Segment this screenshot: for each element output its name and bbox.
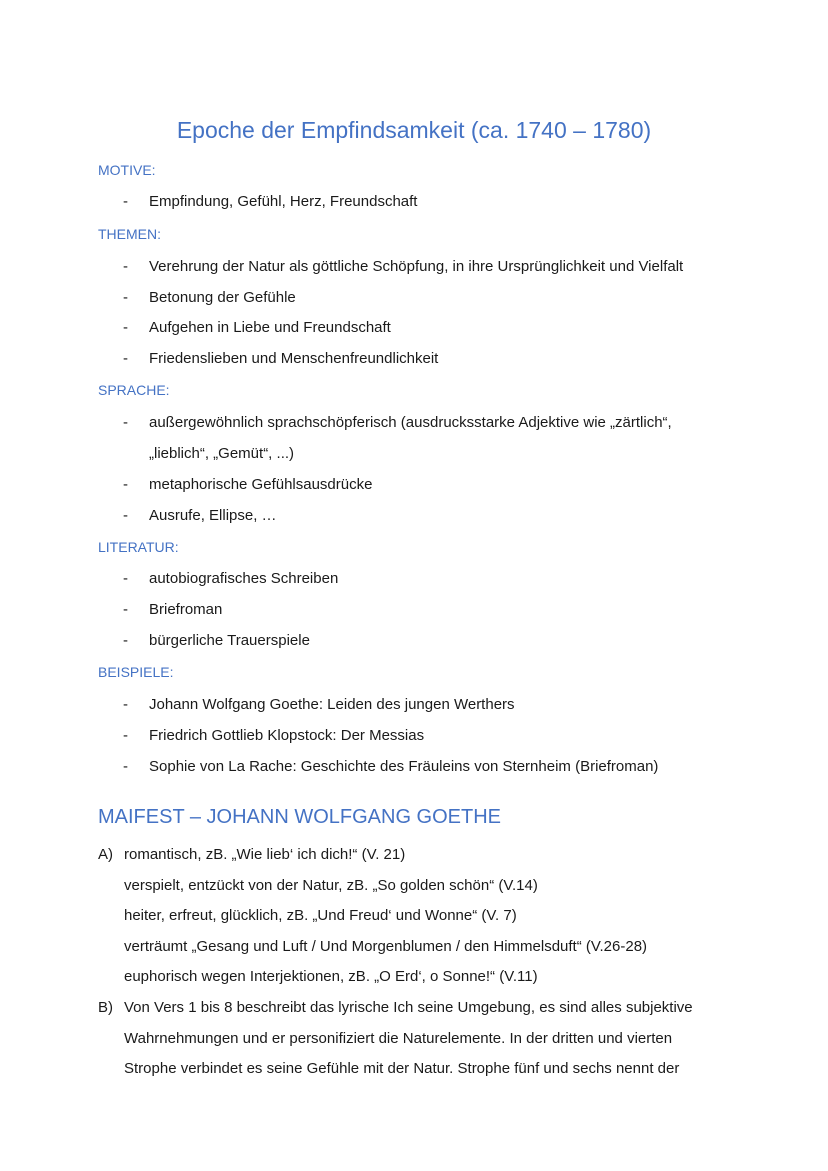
heading-sprache: SPRACHE: [98,382,170,398]
list-item-text: Friedrich Gottlieb Klopstock: Der Messias [149,727,425,744]
list-item-text: Johann Wolfgang Goethe: Leiden des jungen Werthers [149,696,515,713]
bullet-dash: - [123,350,128,367]
heading-motive: MOTIVE: [98,162,156,178]
bullet-dash: - [123,289,128,306]
heading-literatur: LITERATUR: [98,539,179,555]
bullet-dash: - [123,727,128,744]
list-item-text: Aufgehen in Liebe und Freundschaft [149,319,391,336]
answer-label-a: A) [98,846,113,863]
bullet-dash: - [123,258,128,275]
bullet-dash: - [123,570,128,587]
page-title: Epoche der Empfindsamkeit (ca. 1740 – 1780) [176,117,652,143]
heading-beispiele: BEISPIELE: [98,664,174,680]
list-item-text: Verehrung der Natur als göttliche Schöpfung, in ihre Ursprünglichkeit und Vielfalt [149,258,684,275]
bullet-dash: - [123,601,128,618]
list-item-text: „lieblich“, „Gemüt“, ...) [149,445,295,462]
bullet-dash: - [123,193,128,210]
list-item-text: Empfindung, Gefühl, Herz, Freundschaft [149,193,418,210]
answer-a-line: euphorisch wegen Interjektionen, zB. „O Erd‘, o Sonne!“ (V.11) [124,968,538,985]
bullet-dash: - [123,758,128,775]
list-item-text: Briefroman [149,601,223,618]
answer-a-line: heiter, erfreut, glücklich, zB. „Und Freud‘ und Wonne“ (V. 7) [124,907,517,924]
bullet-dash: - [123,476,128,493]
list-item-text: autobiografisches Schreiben [149,570,339,587]
answer-label-b: B) [98,999,113,1016]
heading-themen: THEMEN: [98,226,161,242]
bullet-dash: - [123,319,128,336]
answer-b-line: Von Vers 1 bis 8 beschreibt das lyrische Ich seine Umgebung, es sind alles subjektive [124,999,693,1016]
answer-b-line: Strophe verbindet es seine Gefühle mit der Natur. Strophe fünf und sechs nennt der [124,1060,680,1077]
list-item-text: bürgerliche Trauerspiele [149,632,310,649]
bullet-dash: - [123,632,128,649]
list-item-text: metaphorische Gefühlsausdrücke [149,476,373,493]
list-item-text: Betonung der Gefühle [149,289,296,306]
list-item-text: Sophie von La Rache: Geschichte des Fräuleins von Sternheim (Briefroman) [149,758,659,775]
list-item-text: Ausrufe, Ellipse, … [149,507,277,524]
list-item-text: außergewöhnlich sprachschöpferisch (ausdrucksstarke Adjektive wie „zärtlich“, [149,414,672,431]
bullet-dash: - [123,696,128,713]
list-item-text: Friedenslieben und Menschenfreundlichkeit [149,350,439,367]
answer-b-line: Wahrnehmungen und er personifiziert die Naturelemente. In der dritten und vierten [124,1030,673,1047]
bullet-dash: - [123,414,128,431]
bullet-dash: - [123,507,128,524]
section-title-maifest: MAIFEST – JOHANN WOLFGANG GOETHE [98,806,502,828]
answer-a-line: verspielt, entzückt von der Natur, zB. „So golden schön“ (V.14) [124,877,538,894]
answer-a-line: romantisch, zB. „Wie lieb‘ ich dich!“ (V. 21) [124,846,406,863]
answer-a-line: verträumt „Gesang und Luft / Und Morgenblumen / den Himmelsduft“ (V.26-28) [124,938,648,955]
